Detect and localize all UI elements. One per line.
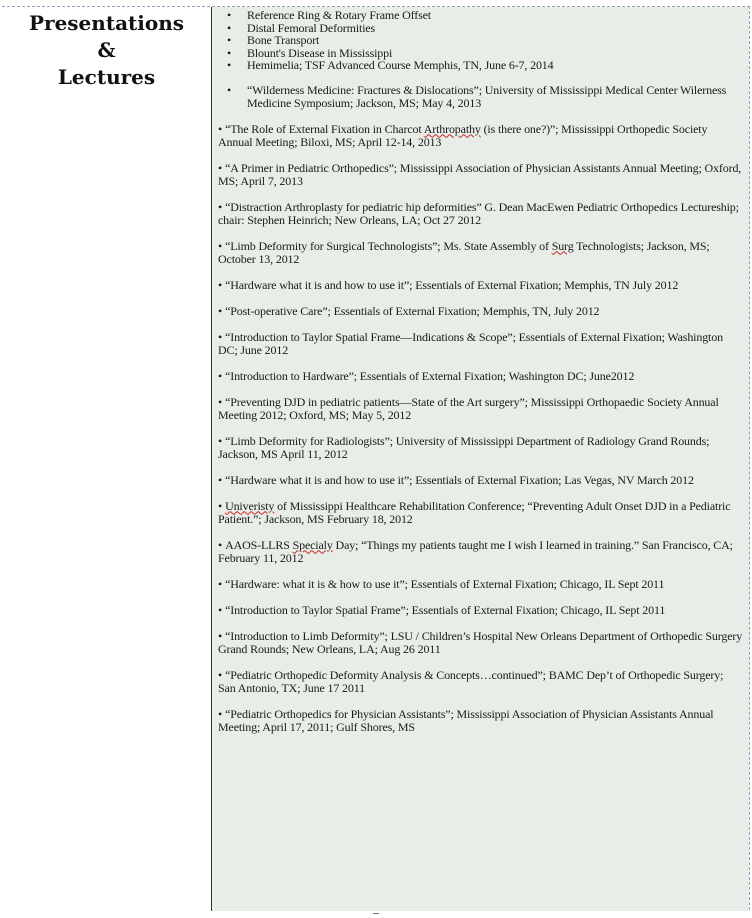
list-item: • Distal Femoral Deformities <box>247 22 743 35</box>
presentation-entry <box>218 435 743 461</box>
bullet: • <box>218 277 223 292</box>
bullet: • <box>218 706 223 721</box>
entry-text: “Hardware what it is and how to use it”; Essentials of External Fixation; Memphis, TN July 2012 <box>225 277 679 292</box>
bullet: • <box>218 160 223 175</box>
presentation-entry <box>218 279 743 292</box>
presentation-entry <box>218 201 743 227</box>
bullet: • <box>218 121 223 136</box>
heading-line-3: Lectures <box>57 65 156 89</box>
bullet: • <box>218 368 223 383</box>
heading-line-1: Presentations <box>29 11 184 35</box>
spelling-flag: Arthropathy <box>423 121 481 136</box>
page-mark <box>373 913 379 914</box>
spelling-flag: Specialy <box>292 537 333 552</box>
list-item: • Bone Transport <box>247 34 743 47</box>
presentation-entry <box>218 578 743 591</box>
spelling-flag: Univeristy <box>225 498 275 513</box>
entry-text: (is there one?)”; Mississippi Orthopedic Society Annual Meeting; Biloxi, MS; April 12-14, 2013 <box>218 121 708 149</box>
bullet: • <box>218 199 223 214</box>
bullet: • <box>218 394 223 409</box>
presentation-entry <box>218 474 743 487</box>
course-topic-list <box>218 9 743 72</box>
bullet: • <box>218 537 223 552</box>
list-item: • Hemimelia; TSF Advanced Course Memphis, TN, June 6-7, 2014 <box>247 59 743 72</box>
list-item: • “Wilderness Medicine: Fractures & Dislocations”; University of Mississippi Medical Center Wilerness Medicine Symposium; Jackson, MS; May 4, 2013 <box>247 84 743 110</box>
entry-text: Day; “Things my patients taught me I wish I learned in training.” San Francisco, CA; February 11, 2012 <box>218 537 733 565</box>
presentations-list-column <box>212 7 749 911</box>
entry-text: “Pediatric Orthopedics for Physician Assistants”; Mississippi Association of Physician Assistants Annual Meeting; April 17, 2011; Gulf Shores, MS <box>218 706 714 734</box>
entry-text: “Limb Deformity for Radiologists”; University of Mississippi Department of Radiology Grand Rounds; Jackson, MS April 11, 2012 <box>218 433 710 461</box>
entry-text: “Preventing DJD in pediatric patients—State of the Art surgery”; Mississippi Orthopaedic Society Annual Meeting 2012; Oxford, MS; May 5, 2012 <box>218 394 719 422</box>
entry-text: “Distraction Arthroplasty for pediatric hip deformities” G. Dean MacEwen Pediatric Orthopedics Lectureship; chair: Stephen Heinrich; New Orleans, LA; Oct 27 2012 <box>218 199 739 227</box>
entry-text: “Introduction to Taylor Spatial Frame”; Essentials of External Fixation; Chicago, IL Sept 2011 <box>225 602 666 617</box>
spelling-flag: Surg <box>551 238 574 253</box>
entry-text: Technologists; Jackson, MS; October 13, 2012 <box>218 238 710 266</box>
section-label-column <box>2 7 212 911</box>
entry-text: “Hardware what it is and how to use it”; Essentials of External Fixation; Las Vegas, NV March 2012 <box>225 472 694 487</box>
entry-text: “Post-operative Care”; Essentials of External Fixation; Memphis, TN, July 2012 <box>225 303 600 318</box>
presentation-entry <box>218 240 743 266</box>
presentation-entry <box>218 539 743 565</box>
bullet: • <box>218 238 223 253</box>
section-heading <box>2 10 211 91</box>
wilderness-list <box>218 84 743 110</box>
list-item: • Blount's Disease in Mississippi <box>247 47 743 60</box>
presentation-entry <box>218 500 743 526</box>
list-item: • Reference Ring & Rotary Frame Offset <box>247 9 743 22</box>
presentation-entry <box>218 123 743 149</box>
presentation-entry <box>218 305 743 318</box>
entry-text: “A Primer in Pediatric Orthopedics”; Mississippi Association of Physician Assistants Annual Meeting; Oxford, MS; April 7, 2013 <box>218 160 742 188</box>
bullet: • <box>218 433 223 448</box>
presentation-entry <box>218 370 743 383</box>
entry-text: “Limb Deformity for Surgical Technologists”; Ms. State Assembly of <box>225 238 552 253</box>
presentation-entry <box>218 669 743 695</box>
bullet: • <box>218 576 223 591</box>
heading-line-2: & <box>97 38 116 62</box>
bullet: • <box>218 667 223 682</box>
entry-text: AAOS-LLRS <box>225 537 293 552</box>
presentation-entry <box>218 630 743 656</box>
bullet: • <box>218 303 223 318</box>
entry-text: “Hardware: what it is & how to use it”; Essentials of External Fixation; Chicago, IL Sept 2011 <box>225 576 665 591</box>
presentation-entry <box>218 331 743 357</box>
bullet: • <box>218 628 223 643</box>
presentation-entry <box>218 708 743 734</box>
bullet: • <box>218 602 223 617</box>
bullet: • <box>218 472 223 487</box>
entry-text: “The Role of External Fixation in Charcot <box>225 121 424 136</box>
presentation-entry <box>218 604 743 617</box>
entry-text: “Introduction to Taylor Spatial Frame—Indications & Scope”; Essentials of External Fixation; Washington DC; June 2012 <box>218 329 723 357</box>
presentation-entry <box>218 162 743 188</box>
presentation-entry <box>218 396 743 422</box>
document-page <box>2 6 750 910</box>
bullet: • <box>218 329 223 344</box>
entry-text: of Mississippi Healthcare Rehabilitation Conference; “Preventing Adult Onset DJD in a Pediatric Patient.”; Jackson, MS February 18, 2012 <box>218 498 731 526</box>
entry-text: “Introduction to Limb Deformity”; LSU / Children’s Hospital New Orleans Department of Orthopedic Surgery Grand Rounds; New Orleans, LA; Aug 26 2011 <box>218 628 743 656</box>
entry-text: “Introduction to Hardware”; Essentials of External Fixation; Washington DC; June2012 <box>225 368 635 383</box>
bullet: • <box>218 498 223 513</box>
entry-text: “Pediatric Orthopedic Deformity Analysis & Concepts…continued”; BAMC Dep’t of Orthopedic Surgery; San Antonio, TX; June 17 2011 <box>218 667 724 695</box>
